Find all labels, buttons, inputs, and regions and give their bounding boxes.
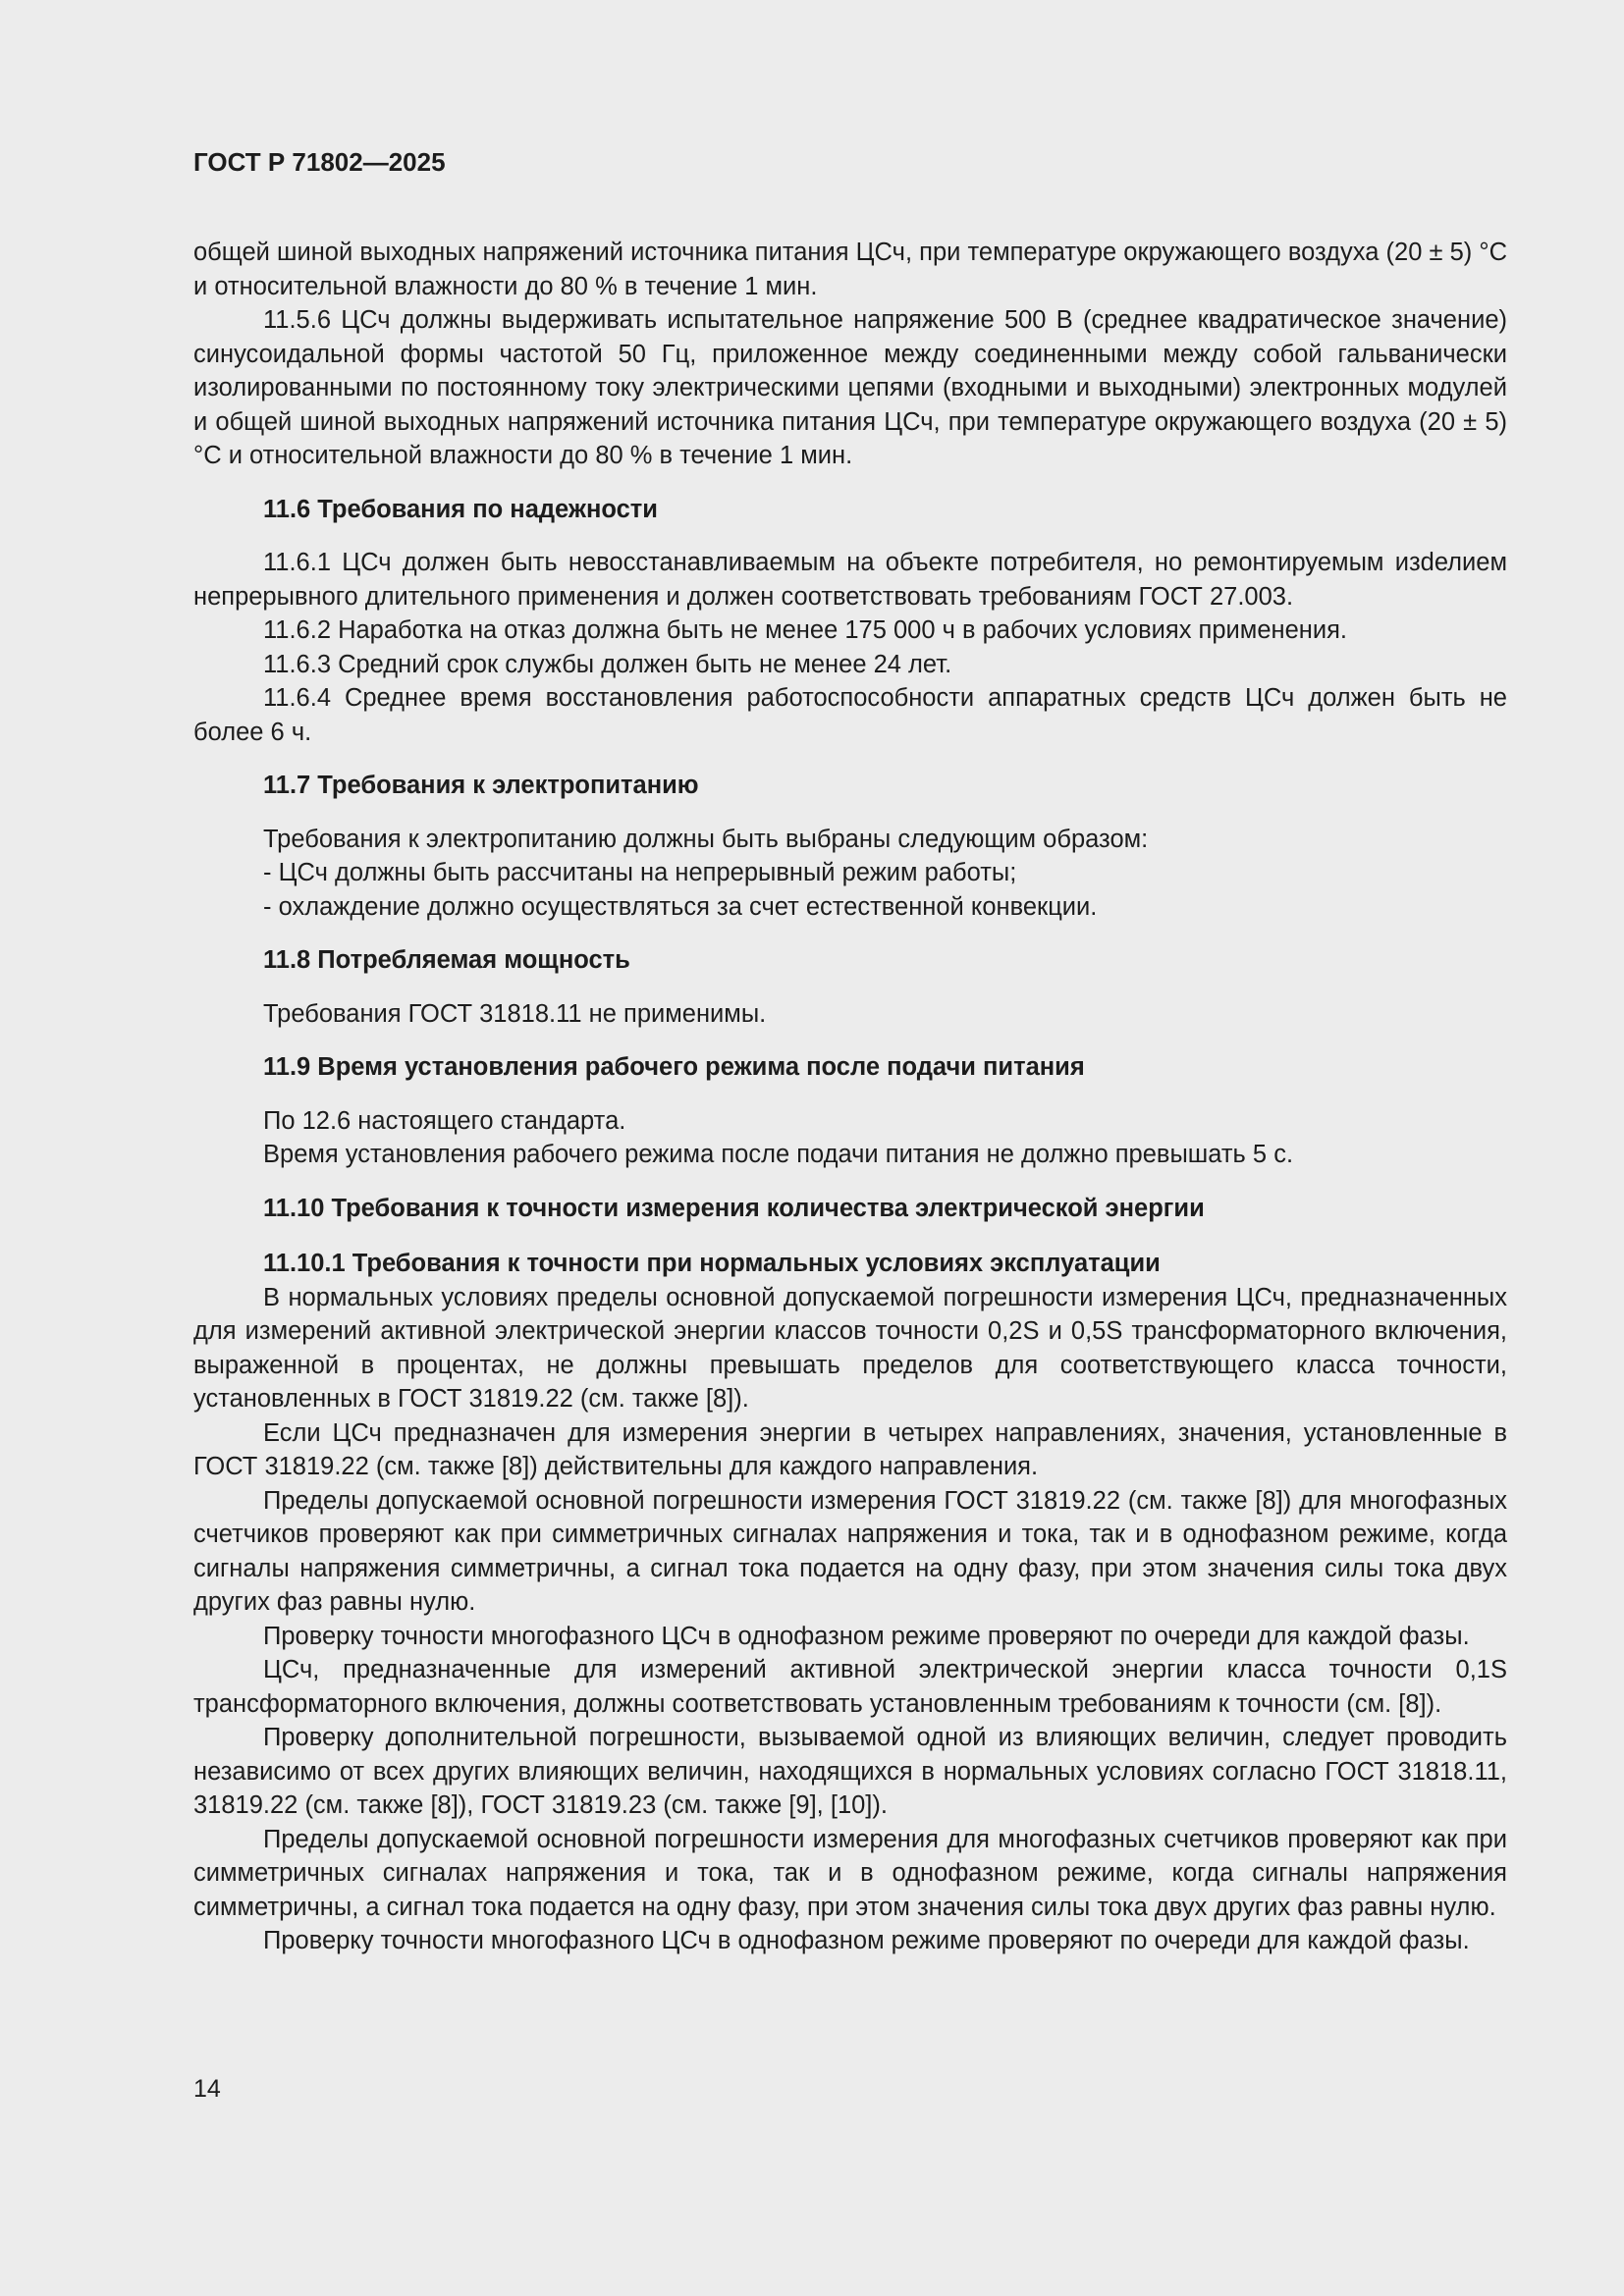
paragraph-single-phase-check: Проверку точности многофазного ЦСч в однофазном режиме проверяют по очереди для каждой фазы. (263, 1622, 1470, 1650)
list-item-continuous-mode: - ЦСч должны быть рассчитаны на непрерывный режим работы; (263, 859, 1017, 886)
paragraph-four-directions: Если ЦСч предназначен для измерения энергии в четырех направлениях, значения, установленные в ГОСТ 31819.22 (см. также [8]) действительны для каждого направления. (193, 1418, 1507, 1480)
paragraph-11-6-2: 11.6.2 Наработка на отказ должна быть не менее 175 000 ч в рабочих условиях применения. (263, 616, 1347, 644)
paragraph-11-5-6: 11.5.6 ЦСч должны выдерживать испытательное напряжение 500 В (среднее квадратическое значение) синусоидальной формы частотой 50 Гц, приложенное между соединенными между собой гальванически изолированными по постоянному току электрическими цепями (входными и выходными) электронных модулей и общей шиной выходных напряжений источника питания ЦСч, при температуре окружающего воздуха (20 ± 5) °С и относительной влажности до 80 % в течение 1 мин. (193, 306, 1507, 469)
heading-11-9: 11.9 Время установления рабочего режима после подачи питания (263, 1053, 1085, 1081)
paragraph-11-6-4: 11.6.4 Среднее время восстановления работоспособности аппаратных средств ЦСч должен быть не более 6 ч. (193, 684, 1507, 746)
paragraph-normal-conditions-limits: В нормальных условиях пределы основной допускаемой погрешности измерения ЦСч, предназначенных для измерений активной электрической энергии классов точности 0,2S и 0,5S трансформаторного включения, выраженной в процентах, не должны превышать пределов для соответствующего класса точности, установленных в ГОСТ 31819.22 (см. также [8]). (193, 1283, 1507, 1413)
paragraph-11-6-1: 11.6.1 ЦСч должен быть невосстанавливаемым на объекте потребителя, но ремонтируемым изdелием непрерывного длительного применения и должен соответствовать требованиям ГОСТ 27.003. (193, 549, 1507, 611)
page-content (193, 145, 1507, 1958)
heading-11-10: 11.10 Требования к точности измерения количества электрической энергии (263, 1194, 1205, 1222)
list-item-natural-convection: - охлаждение должно осуществляться за счет естественной конвекции. (263, 892, 1098, 921)
paragraph-additional-error: Проверку дополнительной погрешности, вызываемой одной из влияющих величин, следует проводить независимо от всех других влияющих величин, находящихся в нормальных условиях согласно ГОСТ 31818.11, 31819.22 (см. также [8]), ГОСТ 31819.23 (см. также [9], [10]). (193, 1724, 1507, 1819)
paragraph-polyphase-limits: Пределы допускаемой основной погрешности измерения ГОСТ 31819.22 (см. также [8]) для многофазных счетчиков проверяют как при симметричных сигналах напряжения и тока, так и в однофазном режиме, когда сигналы напряжения симметричны, а сигнал тока подается на одну фазу, при этом значения силы тока двух других фаз равны нулю. (193, 1486, 1507, 1616)
paragraph-single-phase-check-repeat: Проверку точности многофазного ЦСч в однофазном режиме проверяют по очереди для каждой фазы. (263, 1927, 1470, 1954)
paragraph-11-8: Требования ГОСТ 31818.11 не применимы. (263, 999, 767, 1028)
paragraph-class-0-1s: ЦСч, предназначенные для измерений активной электрической энергии класса точности 0,1S трансформаторного включения, должны соответствовать установленным требованиям к точности (см. [8]). (193, 1656, 1507, 1718)
heading-11-8: 11.8 Потребляемая мощность (263, 946, 630, 974)
paragraph-11-9-a: По 12.6 настоящего стандарта. (263, 1106, 626, 1135)
document-code-header: ГОСТ Р 71802—2025 (193, 147, 446, 177)
page-number: 14 (193, 2075, 221, 2103)
paragraph-polyphase-limits-repeat: Пределы допускаемой основной погрешности измерения для многофазных счетчиков проверяют как при симметричных сигналах напряжения и тока, так и в однофазном режиме, когда сигналы напряжения симметричны, а сигнал тока подается на одну фазу, при этом значения силы тока двух других фаз равны нулю. (193, 1825, 1507, 1921)
paragraph-11-9-b: Время установления рабочего режима после подачи питания не должно превышать 5 с. (263, 1141, 1294, 1168)
paragraph-11-7-intro: Требования к электропитанию должны быть выбраны следующим образом: (263, 825, 1149, 853)
heading-11-10-1: 11.10.1 Требования к точности при нормальных условиях эксплуатации (263, 1250, 1161, 1277)
heading-11-7: 11.7 Требования к электропитанию (263, 772, 699, 799)
heading-11-6: 11.6 Требования по надежности (263, 495, 658, 523)
paragraph-continuation: общей шиной выходных напряжений источника питания ЦСч, при температуре окружающего воздуха (20 ± 5) °С и относительной влажности до 80 % в течение 1 мин. (193, 239, 1507, 300)
paragraph-11-6-3: 11.6.3 Средний срок службы должен быть не менее 24 лет. (263, 650, 952, 678)
